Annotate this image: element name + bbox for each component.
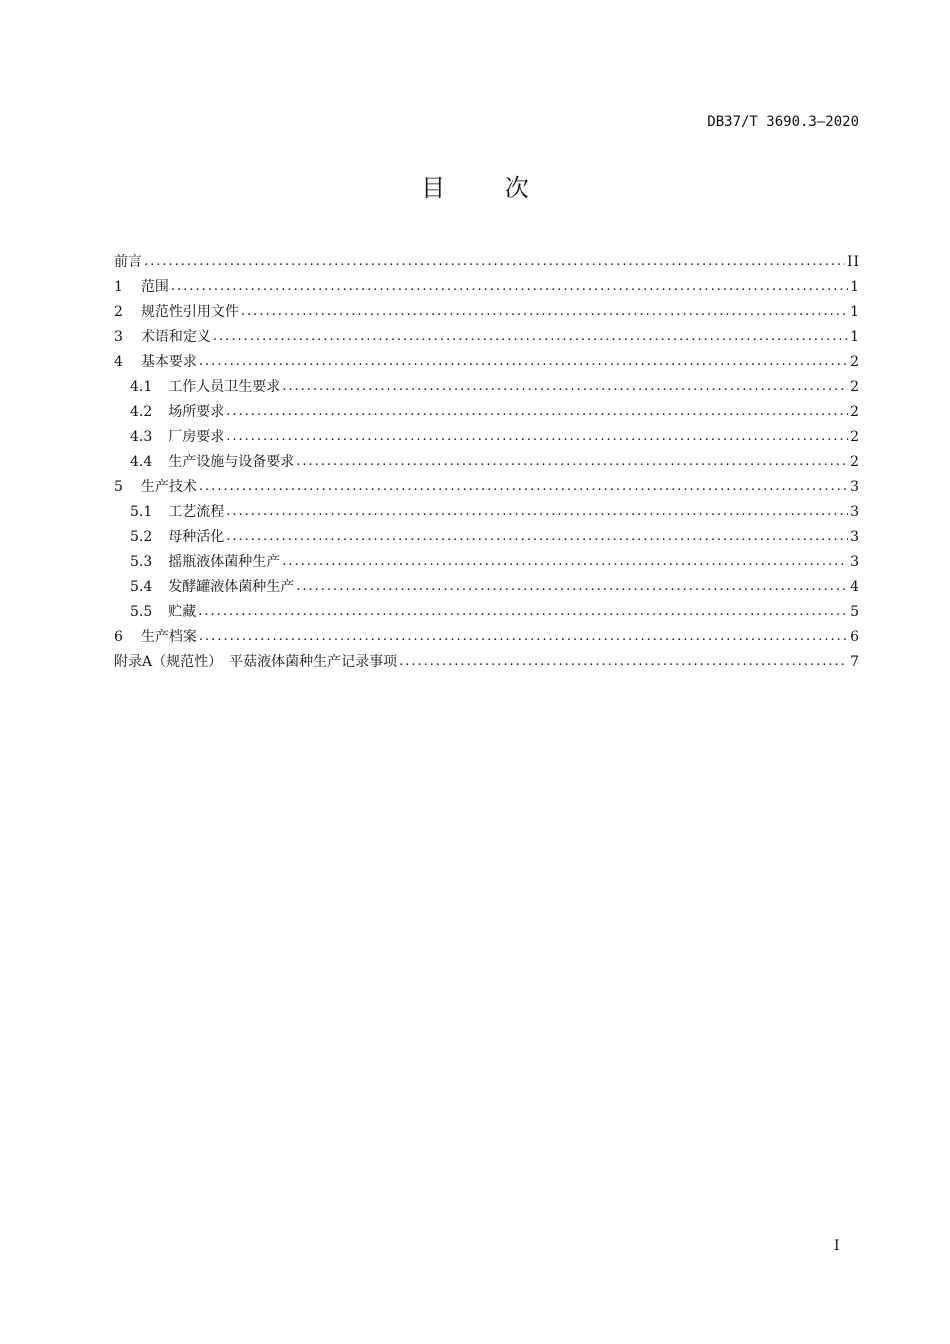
toc-entry-number: 4.4: [130, 454, 153, 470]
toc-entry-label: 贮藏: [168, 604, 197, 620]
toc-entry-label: 前言: [114, 254, 142, 270]
toc-entry-label: 工艺流程: [168, 504, 225, 520]
toc-entry-page: II: [846, 254, 860, 270]
dot-leader: [226, 428, 848, 446]
toc-entry-page: 3: [850, 479, 860, 495]
toc-entry-page: 5: [850, 604, 860, 620]
toc-entry[interactable]: [114, 346, 860, 371]
toc-entry[interactable]: [114, 621, 860, 646]
toc-entry-page: 2: [850, 354, 860, 370]
toc-entry-number: 2: [114, 304, 123, 320]
table-of-contents: [114, 246, 860, 671]
toc-entry-label: 规范性引用文件: [140, 304, 239, 320]
toc-entry[interactable]: [114, 421, 860, 446]
toc-entry-number: 5.5: [130, 604, 153, 620]
toc-entry-label: 母种活化: [168, 529, 225, 545]
toc-entry-page: 4: [850, 579, 860, 595]
dot-leader: [213, 328, 848, 346]
toc-entry[interactable]: [114, 271, 860, 296]
dot-leader: [199, 478, 848, 496]
page-number: I: [834, 1238, 840, 1254]
toc-entry-number: 4.3: [130, 429, 153, 445]
toc-entry[interactable]: [114, 371, 860, 396]
toc-entry-label: 场所要求: [168, 404, 225, 420]
dot-leader: [198, 603, 848, 621]
toc-entry[interactable]: [114, 596, 860, 621]
toc-entry-page: 1: [850, 329, 860, 345]
toc-entry-page: 1: [850, 279, 860, 295]
toc-entry-label: 范围: [140, 279, 169, 295]
toc-entry-number: 5.2: [130, 529, 153, 545]
toc-entry-page: 3: [850, 529, 860, 545]
toc-entry-label: 生产设施与设备要求: [168, 454, 295, 470]
toc-entry-page: 2: [850, 404, 860, 420]
toc-entry-number: 5: [114, 479, 123, 495]
toc-entry-number: 4: [114, 354, 123, 370]
toc-title: 目 次: [421, 174, 555, 202]
dot-leader: [199, 353, 848, 371]
dot-leader: [226, 528, 848, 546]
toc-entry-label: 术语和定义: [140, 329, 211, 345]
toc-entry-label: 发酵罐液体菌种生产: [168, 579, 295, 595]
dot-leader: [226, 403, 848, 421]
toc-entry-page: 7: [850, 654, 860, 670]
toc-entry[interactable]: [114, 471, 860, 496]
toc-entry-label: 生产档案: [140, 629, 197, 645]
toc-entry[interactable]: [114, 646, 860, 671]
toc-entry-number: 1: [114, 279, 123, 295]
toc-entry-page: 3: [850, 554, 860, 570]
toc-entry-number: 3: [114, 329, 123, 345]
dot-leader: [226, 503, 848, 521]
toc-entry-number: 4.2: [130, 404, 153, 420]
dot-leader: [144, 253, 845, 271]
document-code: DB37/T 3690.3—2020: [707, 114, 859, 130]
toc-entry[interactable]: [114, 446, 860, 471]
dot-leader: [199, 628, 848, 646]
toc-entry-label: 附录A（规范性） 平菇液体菌种生产记录事项: [114, 654, 398, 670]
dot-leader: [282, 553, 848, 571]
toc-entry-label: 生产技术: [140, 479, 197, 495]
dot-leader: [282, 378, 848, 396]
toc-entry-label: 摇瓶液体菌种生产: [168, 554, 281, 570]
toc-entry-label: 厂房要求: [168, 429, 225, 445]
toc-entry-label: 工作人员卫生要求: [168, 379, 281, 395]
toc-entry[interactable]: [114, 246, 860, 271]
toc-entry[interactable]: [114, 496, 860, 521]
dot-leader: [399, 653, 848, 671]
toc-entry-number: 6: [114, 629, 123, 645]
toc-entry-number: 5.4: [130, 579, 153, 595]
dot-leader: [241, 303, 848, 321]
toc-entry-page: 1: [850, 304, 860, 320]
dot-leader: [296, 578, 848, 596]
toc-entry[interactable]: [114, 396, 860, 421]
toc-entry-page: 2: [850, 429, 860, 445]
toc-entry-number: 5.3: [130, 554, 153, 570]
toc-entry-page: 2: [850, 454, 860, 470]
toc-entry-label: 基本要求: [140, 354, 197, 370]
toc-entry-page: 3: [850, 504, 860, 520]
toc-entry-number: 4.1: [130, 379, 153, 395]
toc-entry[interactable]: [114, 296, 860, 321]
toc-entry[interactable]: [114, 571, 860, 596]
dot-leader: [171, 278, 848, 296]
toc-entry[interactable]: [114, 521, 860, 546]
toc-entry-number: 5.1: [130, 504, 153, 520]
toc-entry-page: 6: [850, 629, 860, 645]
toc-entry[interactable]: [114, 546, 860, 571]
dot-leader: [296, 453, 848, 471]
toc-entry[interactable]: [114, 321, 860, 346]
toc-entry-page: 2: [850, 379, 860, 395]
